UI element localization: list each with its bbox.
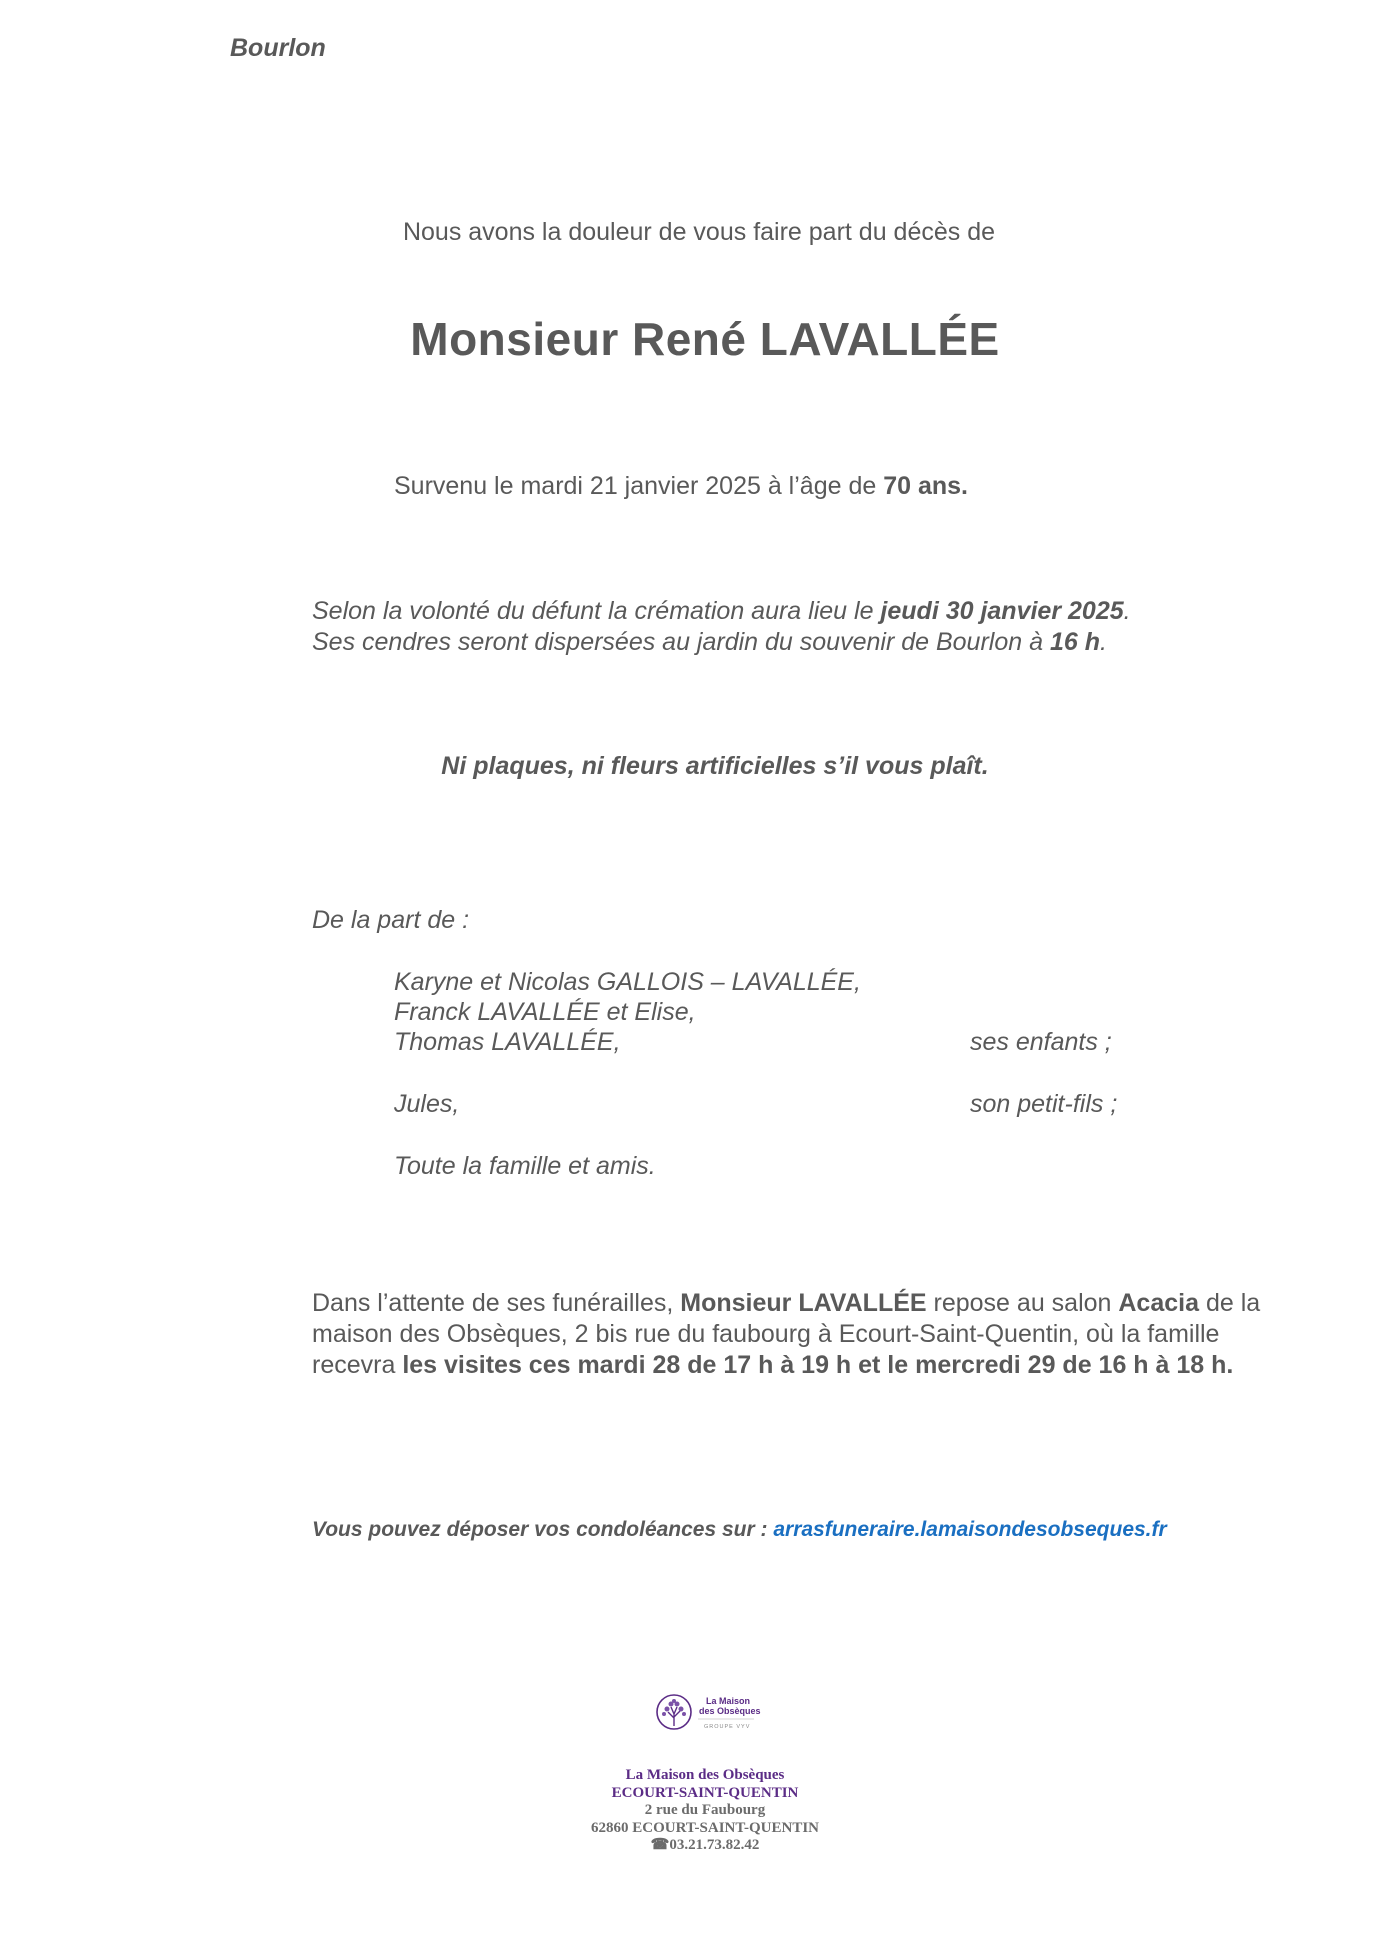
death-age: 70 ans. xyxy=(883,472,968,500)
no-flowers-notice: Ni plaques, ni fleurs artificielles s’il vous plaît. xyxy=(441,752,989,780)
footer-company: La Maison des Obsèques xyxy=(625,1767,785,1783)
logo-line-2: des Obsèques xyxy=(699,1706,761,1716)
family-member: Karyne et Nicolas GALLOIS – LAVALLÉE, xyxy=(394,968,861,996)
visit-hours: les visites ces mardi 28 de 17 h à 19 h et le mercredi 29 de 16 h à 18 h. xyxy=(402,1351,1234,1379)
condolences-link[interactable]: arrasfuneraire.lamaisondesobseques.fr xyxy=(773,1518,1167,1541)
footer-branch: ECOURT-SAINT-QUENTIN xyxy=(611,1784,799,1801)
town-header: Bourlon xyxy=(230,34,326,62)
visit-deceased: Monsieur LAVALLÉE xyxy=(680,1289,927,1317)
logo-line-1: La Maison xyxy=(706,1696,751,1706)
cremation-date: jeudi 30 janvier 2025 xyxy=(880,597,1124,625)
condolences xyxy=(312,1518,1167,1542)
footer-street: 2 rue du Faubourg xyxy=(644,1802,766,1818)
deceased-name: Monsieur René LAVALLÉE xyxy=(410,313,1000,365)
visit-text: de la maison des Obsèques, 2 bis rue du faubourg à Ecourt-Saint-Quentin, où la famille recevra xyxy=(312,1289,1261,1379)
ceremony-text: Selon la volonté du défunt la crémation aura lieu le xyxy=(312,597,881,625)
logo-group: GROUPE VYV xyxy=(704,1724,751,1730)
footer-phone: 03.21.73.82.42 xyxy=(669,1837,760,1853)
from-label: De la part de : xyxy=(312,906,470,934)
condolences-label: Vous pouvez déposer vos condoléances sur : xyxy=(312,1518,774,1541)
relation-label: son petit-fils ; xyxy=(970,1090,1118,1118)
punctuation: . xyxy=(1123,597,1131,625)
footer-address xyxy=(0,1767,1378,1855)
visit-text: Dans l’attente de ses funérailles, xyxy=(312,1289,681,1317)
ashes-text: Ses cendres seront dispersées au jardin du souvenir de Bourlon à xyxy=(312,628,1050,656)
ceremony-details xyxy=(312,596,1131,658)
visitation-details xyxy=(312,1288,1272,1381)
intro-text: Nous avons la douleur de vous faire part du décès de xyxy=(402,218,996,246)
footer-city: 62860 ECOURT-SAINT-QUENTIN xyxy=(591,1819,819,1836)
visit-text: repose au salon xyxy=(926,1289,1119,1317)
death-details xyxy=(394,472,968,501)
family-member: Thomas LAVALLÉE, xyxy=(394,1028,621,1056)
family-member: Franck LAVALLÉE et Elise, xyxy=(394,998,696,1026)
footer-phone-row xyxy=(0,1837,1378,1855)
death-date-text: Survenu le mardi 21 janvier 2025 à l’âge de xyxy=(394,472,884,500)
ceremony-line-1 xyxy=(312,596,1131,627)
punctuation: . xyxy=(1099,628,1107,656)
salon-name: Acacia xyxy=(1118,1289,1199,1317)
company-logo xyxy=(652,1690,772,1740)
ashes-time: 16 h xyxy=(1049,628,1100,656)
family-member: Jules, xyxy=(394,1090,460,1118)
ceremony-line-2 xyxy=(312,627,1131,658)
phone-icon: ☎ xyxy=(650,1837,670,1853)
relation-label: ses enfants ; xyxy=(970,1028,1112,1056)
family-others: Toute la famille et amis. xyxy=(394,1152,656,1180)
tree-icon xyxy=(652,1690,772,1740)
